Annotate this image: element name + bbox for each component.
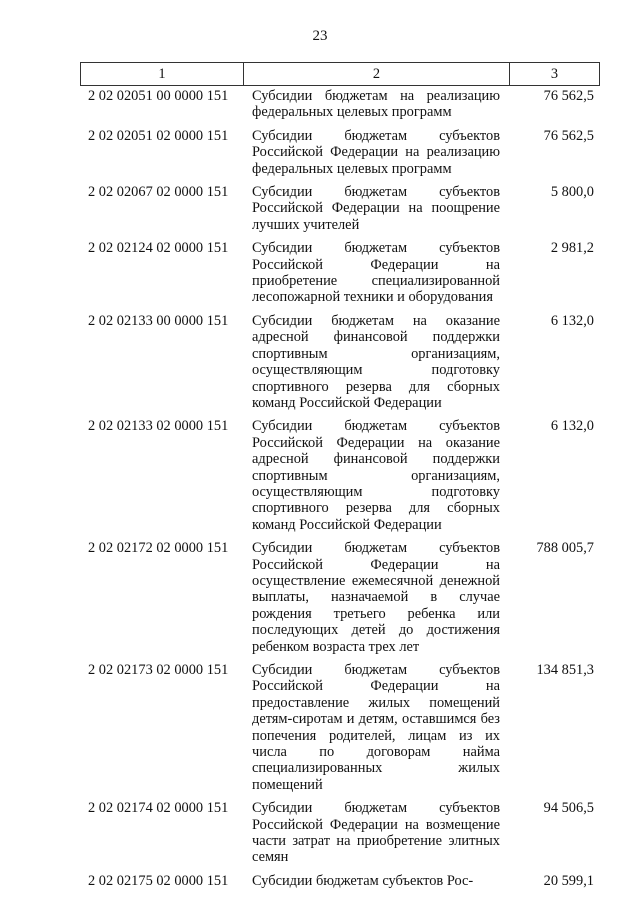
table-row	[80, 418, 600, 533]
row-amount: 20 599,1	[543, 872, 594, 889]
row-name: Субсидии бюджетам субъектов Российской Федерации на осуществление ежемесячной денежной выплаты, назначаемой в случае рождения третьего ребенка или последующих детей до достижения ребенком возраста трех лет	[252, 540, 500, 655]
row-name: Субсидии бюджетам на реализацию федеральных целевых программ	[252, 88, 500, 121]
row-code: 2 02 02124 02 0000 151	[88, 240, 229, 257]
row-code: 2 02 02133 02 0000 151	[88, 418, 229, 435]
row-name: Субсидии бюджетам субъектов Российской Федерации на поощрение лучших учителей	[252, 184, 500, 233]
row-name: Субсидии бюджетам субъектов Российской Федерации на предоставление жилых помещений детям-сиротам и детям, оставшимся без попечения родителей, лицам из их числа по договорам найма специализированных жилых помещений	[252, 662, 500, 793]
row-amount: 134 851,3	[536, 662, 594, 678]
table-row	[80, 240, 600, 306]
row-code: 2 02 02174 02 0000 151	[88, 800, 229, 817]
table-row	[80, 88, 600, 121]
row-name: Субсидии бюджетам субъектов Российской Федерации на возмещение части затрат на приобретение элитных семян	[252, 800, 500, 866]
table-row	[80, 800, 600, 866]
row-code: 2 02 02133 00 0000 151	[88, 312, 229, 329]
row-amount: 94 506,5	[543, 800, 594, 817]
header-col-1: 1	[80, 63, 244, 85]
row-name: Субсидии бюджетам субъектов Российской Федерации на приобретение специализированной лесопожарной техники и оборудования	[252, 240, 500, 306]
budget-table	[80, 62, 600, 897]
row-code: 2 02 02173 02 0000 151	[88, 662, 229, 678]
table-row	[80, 184, 600, 233]
table-row	[80, 873, 600, 890]
row-amount: 76 562,5	[543, 127, 594, 144]
table-row	[80, 313, 600, 411]
row-amount: 788 005,7	[536, 540, 594, 557]
header-col-2: 2	[244, 63, 510, 85]
row-amount: 6 132,0	[550, 418, 594, 435]
table-row	[80, 128, 600, 177]
row-name: Субсидии бюджетам на оказание адресной финансовой поддержки спортивным организациям, осуществляющим подготовку спортивного резерва для сборных команд Российской Федерации	[252, 312, 500, 411]
row-code: 2 02 02051 00 0000 151	[88, 88, 229, 104]
header-col-3: 3	[510, 63, 600, 85]
row-amount: 5 800,0	[550, 184, 594, 201]
table-row	[80, 662, 600, 793]
row-amount: 6 132,0	[550, 312, 594, 329]
table-header	[80, 62, 600, 86]
table-body	[80, 86, 600, 890]
row-code: 2 02 02067 02 0000 151	[88, 184, 229, 201]
page-number: 23	[312, 28, 328, 44]
row-code: 2 02 02051 02 0000 151	[88, 127, 229, 144]
row-amount: 2 981,2	[550, 240, 594, 257]
row-code: 2 02 02175 02 0000 151	[88, 872, 229, 889]
row-code: 2 02 02172 02 0000 151	[88, 540, 229, 557]
row-name: Субсидии бюджетам субъектов Российской Федерации на оказание адресной финансовой поддержки спортивным организациям, осуществляющим подготовку спортивного резерва для сборных команд Российской Федерации	[252, 418, 500, 533]
row-name: Субсидии бюджетам субъектов Российской Федерации на реализацию федеральных целевых программ	[252, 127, 500, 177]
row-name: Субсидии бюджетам субъектов Рос-	[252, 872, 474, 889]
row-amount: 76 562,5	[543, 88, 594, 104]
table-row	[80, 540, 600, 655]
